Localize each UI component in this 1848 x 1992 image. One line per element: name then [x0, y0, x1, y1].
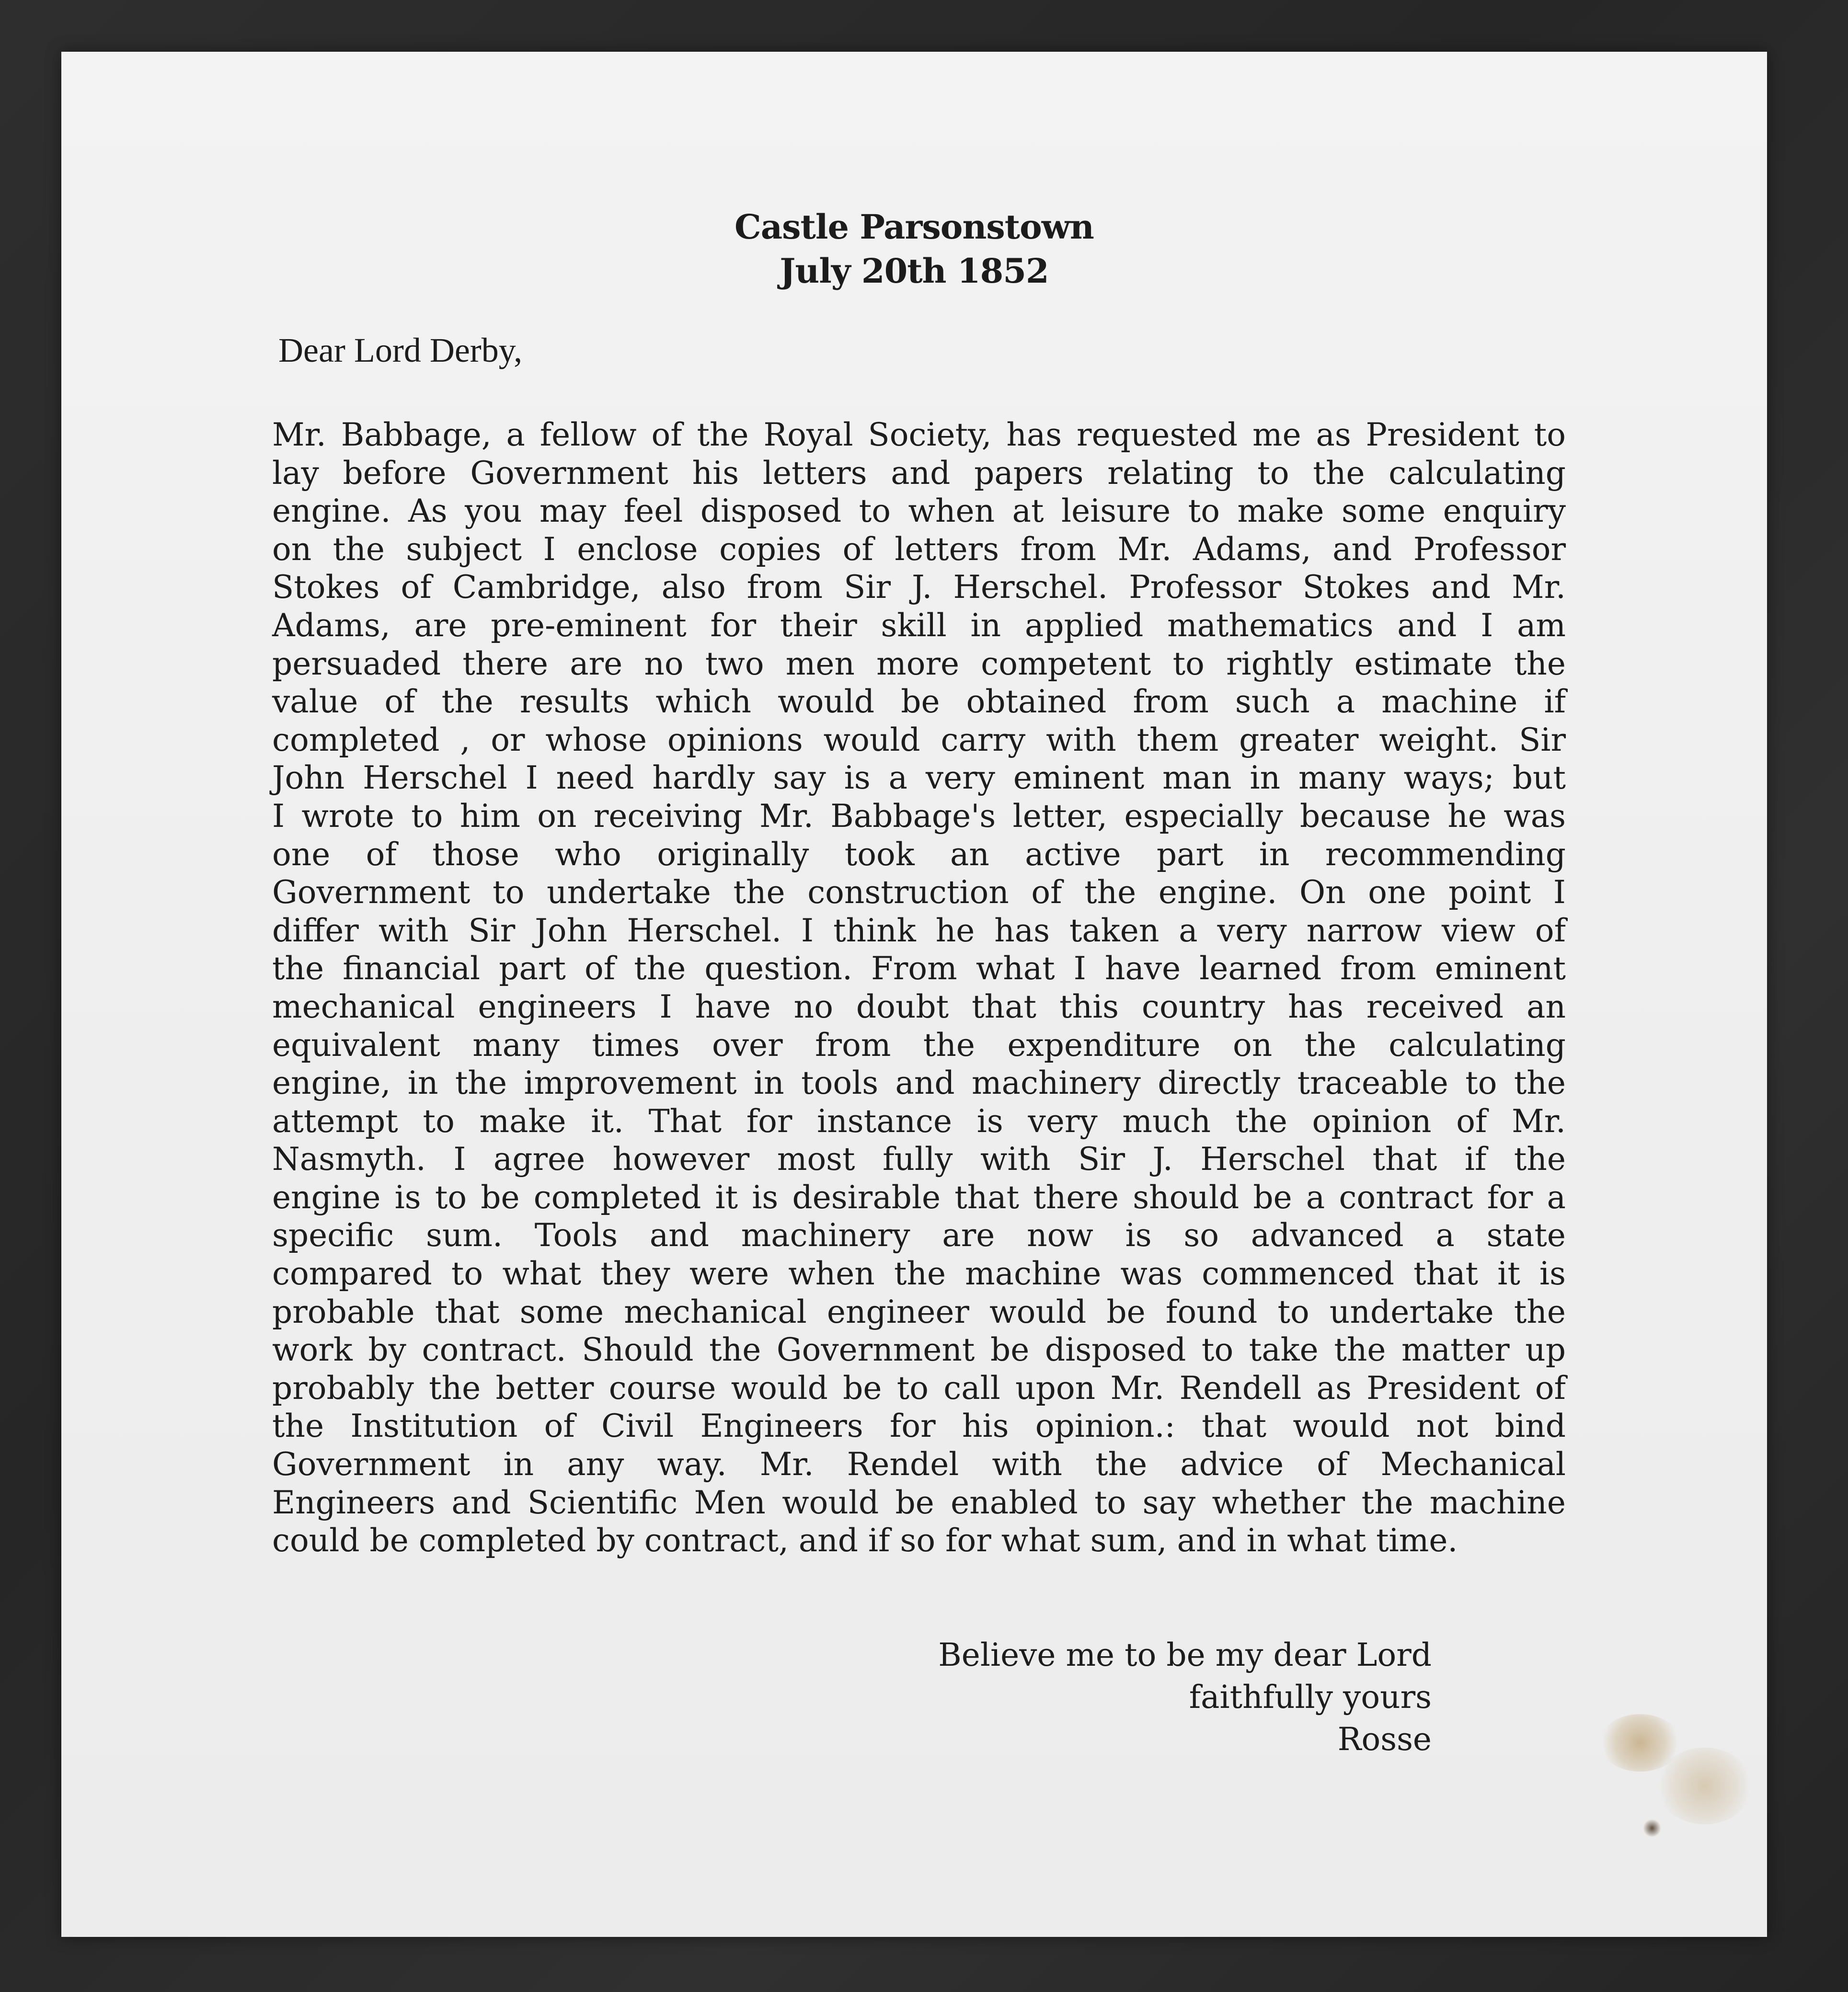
body-line: specific sum. Tools and machinery are now is so advanced a state — [272, 1217, 1566, 1254]
body-line: mechanical engineers I have no doubt that this country has received an — [272, 988, 1566, 1025]
body-line: completed , or whose opinions would carry with them greater weight. Sir — [272, 721, 1566, 758]
stain-mark — [1599, 1714, 1681, 1772]
signature: Rosse — [1337, 1721, 1432, 1758]
body-line: equivalent many times over from the expenditure on the calculating — [272, 1026, 1566, 1064]
body-line: on the subject I enclose copies of letters from Mr. Adams, and Professor — [272, 530, 1566, 568]
letter-closing — [938, 1634, 1432, 1761]
closing-line-2: faithfully yours — [1189, 1679, 1432, 1716]
closing-line-1: Believe me to be my dear Lord — [938, 1637, 1432, 1673]
body-line: Stokes of Cambridge, also from Sir J. Herschel. Professor Stokes and Mr. — [272, 569, 1566, 606]
body-line: engine. As you may feel disposed to when at leisure to make some enquiry — [272, 492, 1566, 530]
body-line: the financial part of the question. From what I have learned from eminent — [272, 950, 1566, 987]
letter-place: Castle Parsonstown — [735, 207, 1094, 247]
stain-mark — [1657, 1748, 1753, 1824]
body-line: engine, in the improvement in tools and machinery directly traceable to the — [272, 1065, 1566, 1102]
letter-body — [272, 416, 1566, 1560]
body-line: work by contract. Should the Government be disposed to take the matter up — [272, 1331, 1566, 1369]
body-line: differ with Sir John Herschel. I think he has taken a very narrow view of — [272, 912, 1566, 949]
body-line: could be completed by contract, and if so for what sum, and in what time. — [272, 1522, 1458, 1559]
body-line: probable that some mechanical engineer would be found to undertake the — [272, 1293, 1566, 1330]
body-line: engine is to be completed it is desirable that there should be a contract for a — [272, 1179, 1566, 1216]
body-line: Government to undertake the construction of the engine. On one point I — [272, 874, 1566, 911]
body-line: compared to what they were when the machine was commenced that it is — [272, 1255, 1566, 1293]
letter-salutation: Dear Lord Derby, — [278, 331, 523, 369]
body-line: Government in any way. Mr. Rendel with the advice of Mechanical — [272, 1446, 1566, 1483]
letter-sheet — [61, 52, 1767, 1937]
letter-date: July 20th 1852 — [780, 251, 1049, 291]
stain-mark — [1642, 1820, 1662, 1837]
body-line: Adams, are pre-eminent for their skill in applied mathematics and I am — [272, 607, 1566, 644]
body-line: Engineers and Scientific Men would be enabled to say whether the machine — [272, 1484, 1566, 1521]
body-line: I wrote to him on receiving Mr. Babbage's letter, especially because he was — [272, 797, 1566, 835]
body-line: probably the better course would be to call upon Mr. Rendell as President of — [272, 1369, 1566, 1407]
body-line: one of those who originally took an active part in recommending — [272, 836, 1566, 873]
body-line: value of the results which would be obtained from such a machine if — [272, 683, 1566, 721]
body-line: Mr. Babbage, a fellow of the Royal Society, has requested me as President to — [272, 416, 1566, 453]
body-line: the Institution of Civil Engineers for his opinion.: that would not bind — [272, 1408, 1566, 1445]
body-line: John Herschel I need hardly say is a very eminent man in many ways; but — [272, 759, 1566, 797]
body-line: persuaded there are no two men more competent to rightly estimate the — [272, 645, 1566, 682]
body-line: lay before Government his letters and papers relating to the calculating — [272, 454, 1566, 492]
body-line: attempt to make it. That for instance is very much the opinion of Mr. — [272, 1102, 1566, 1140]
body-line: Nasmyth. I agree however most fully with Sir J. Herschel that if the — [272, 1141, 1566, 1178]
